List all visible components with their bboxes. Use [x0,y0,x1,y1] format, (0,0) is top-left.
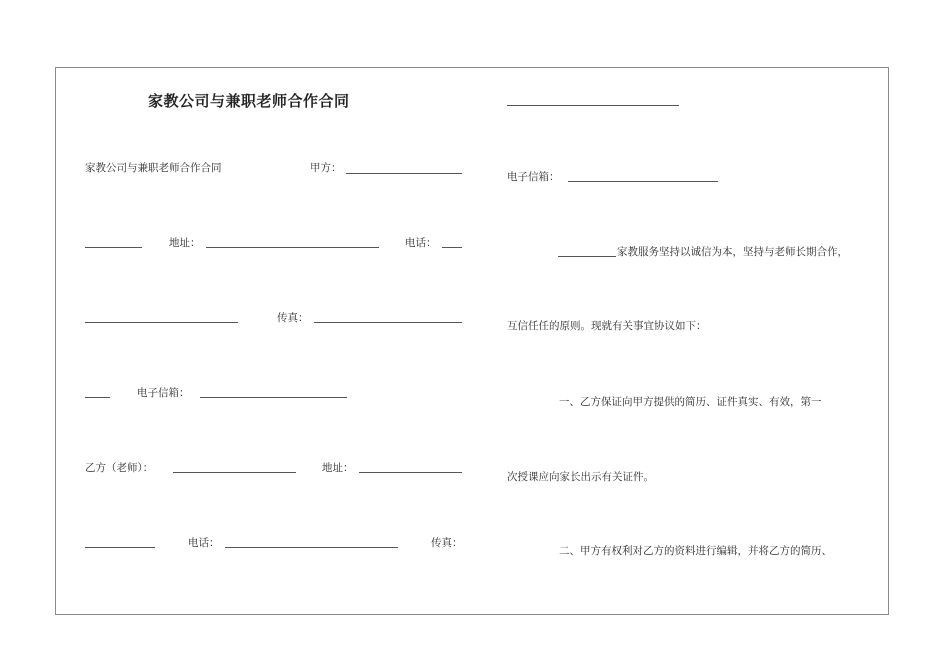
party-b-address-label: 地址： [322,462,354,474]
document-title: 家教公司与兼职老师合作合同 [148,92,350,110]
email-blank [200,397,347,398]
paragraph-1-line-2: 互信任任的原则。现就有关事宜协议如下： [507,320,707,332]
right-email-label: 电子信箱： [507,171,560,183]
blank-line [85,322,238,323]
right-email-blank [568,181,718,182]
clause-2-line-1: 二、甲方有权利对乙方的资料进行编辑，并将乙方的简历、 [559,545,832,557]
party-b-phone-blank [225,547,398,548]
blank-line [85,247,142,248]
blank-line [85,397,110,398]
fax-blank [314,322,462,323]
email-label: 电子信箱： [137,387,190,399]
party-b-address-blank [359,472,462,473]
address-label: 地址： [169,237,201,249]
phone-label: 电话： [405,237,437,249]
document-page [55,67,889,615]
party-a-label: 甲方： [310,162,342,174]
party-b-fax-label: 传真： [431,537,463,549]
blank-line [85,547,155,548]
party-a-blank [346,173,462,174]
paragraph-1-line-1: 家教服务坚持以诚信为本，坚持与老师长期合作， [617,246,848,258]
phone-blank [442,247,462,248]
party-b-label: 乙方（老师）： [85,462,154,474]
party-b-phone-label: 电话： [188,537,220,549]
address-blank [206,247,379,248]
company-name-label: 家教公司与兼职老师合作合同 [85,162,222,174]
party-b-blank [173,472,296,473]
clause-1-line-2: 次授课应向家长出示有关证件。 [507,471,654,483]
fax-label: 传真： [277,312,309,324]
blank-line [507,105,679,106]
blank-line [558,256,616,257]
clause-1-line-1: 一、乙方保证向甲方提供的简历、证件真实、有效，第一 [559,396,822,408]
